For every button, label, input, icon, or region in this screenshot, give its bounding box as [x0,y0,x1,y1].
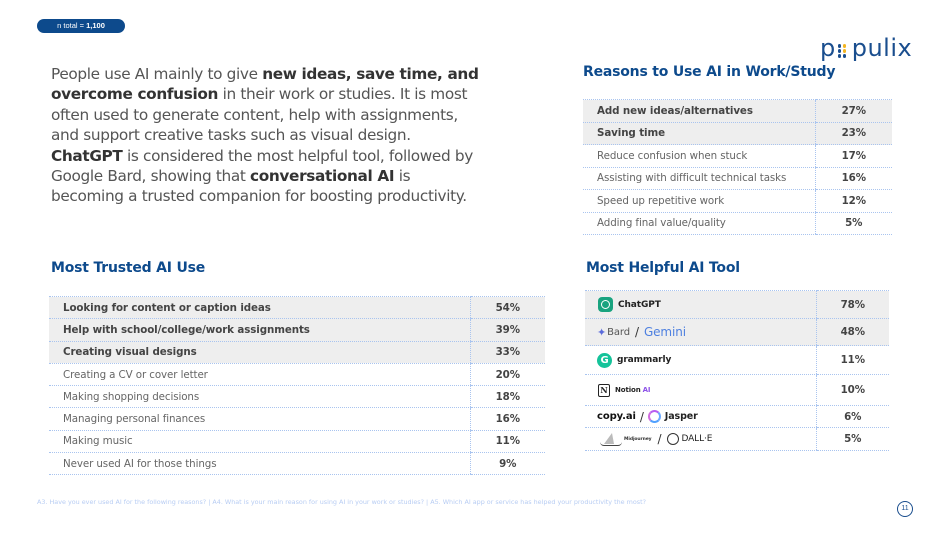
tool-cell [585,346,816,375]
sample-size-prefix: n total = [57,21,87,30]
notion-icon: N [598,384,610,397]
grammarly-icon: G [597,353,612,368]
row-label: Speed up repetitive work [583,190,815,213]
tool-name: Midjourney [624,436,652,442]
tool-name: ChatGPT [618,299,661,310]
summary-text: in their work or studies. It is most often used to generate content, help with assignments, and support creative tasks such as visual design. [51,85,468,145]
row-label: Making music [49,430,470,452]
reasons-title: Reasons to Use AI in Work/Study [583,64,836,80]
table-row [49,341,545,363]
row-value: 23% [815,122,892,145]
row-label: Managing personal finances [49,408,470,430]
row-value: 33% [470,341,545,363]
tools-table [585,290,889,451]
row-value: 10% [816,375,889,406]
summary-emphasis: conversational AI [250,167,395,186]
tool-name: copy.ai [597,411,636,422]
row-value: 78% [816,291,889,319]
row-value: 5% [815,212,892,235]
row-label: Saving time [583,122,815,145]
midjourney-sailboat-icon [600,432,622,446]
row-value: 11% [470,430,545,452]
page-number: 11 [897,501,913,517]
row-value: 16% [470,408,545,430]
row-label: Adding final value/quality [583,212,815,235]
tool-name: Jasper [664,411,698,422]
chatgpt-icon [598,297,613,312]
tool-cell [585,428,816,451]
row-label: Help with school/college/work assignments [49,319,470,341]
row-value: 20% [470,363,545,385]
logo-text-right: pulix [851,34,913,62]
summary-paragraph [51,64,481,207]
summary-text: is considered the most helpful tool, followed by Google Bard, showing that [51,146,473,186]
bard-sparkle-icon: ✦ [597,325,607,339]
row-value: 16% [815,167,892,190]
tool-cell [585,406,816,428]
row-label: Never used AI for those things [49,453,470,475]
table-row [583,212,892,235]
row-label: Reduce confusion when stuck [583,145,815,168]
row-label: Assisting with difficult technical tasks [583,167,815,190]
table-row [585,406,889,428]
row-value: 6% [816,406,889,428]
row-value: 12% [815,190,892,213]
sample-size-badge [37,19,125,33]
separator: / [639,409,644,424]
trusted-title: Most Trusted AI Use [51,260,206,276]
table-row [583,190,892,213]
question-footnote: A3. Have you ever used AI for the following reasons? | A4. What is your main reason for using AI in your work or studies? | A5. Which AI app or service has helped your productivity the most? [37,498,646,506]
table-row [49,453,545,475]
row-value: 18% [470,386,545,408]
table-row [583,100,892,123]
table-row [583,145,892,168]
trusted-table [49,296,545,475]
separator: / [635,325,639,339]
table-row [49,319,545,341]
row-value: 17% [815,145,892,168]
table-row [49,386,545,408]
table-row [49,408,545,430]
table-row [49,363,545,385]
summary-emphasis: new ideas, save time, and overcome confusion [51,65,479,104]
tool-name: AI [642,386,651,394]
logo-text-left: p [820,34,836,62]
row-value: 27% [815,100,892,123]
table-row [583,122,892,145]
reasons-table [583,99,892,235]
row-value: 5% [816,428,889,451]
row-value: 48% [816,319,889,346]
row-label: Creating visual designs [49,341,470,363]
table-row [585,428,889,451]
tool-cell [585,291,816,319]
row-label: Creating a CV or cover letter [49,363,470,385]
tool-cell [585,319,816,346]
row-value: 54% [470,297,545,319]
row-value: 11% [816,346,889,375]
tool-name: Notion [615,386,641,394]
table-row [49,430,545,452]
row-label: Add new ideas/alternatives [583,100,815,123]
summary-text: People use AI mainly to give [51,65,263,83]
openai-icon [667,433,679,445]
table-row [585,346,889,375]
tool-name: DALL·E [681,434,713,444]
separator: / [657,432,662,446]
table-row [585,375,889,406]
tools-title: Most Helpful AI Tool [586,260,740,276]
sample-size-value: 1,100 [86,21,105,30]
row-label: Making shopping decisions [49,386,470,408]
tool-cell [585,375,816,406]
tool-name: grammarly [617,355,672,365]
row-label: Looking for content or caption ideas [49,297,470,319]
populix-logo [820,34,912,62]
row-value: 9% [470,453,545,475]
jasper-icon [648,410,661,423]
row-value: 39% [470,319,545,341]
table-row [49,297,545,319]
tool-name: Bard [607,326,630,338]
tool-name: Gemini [643,325,686,339]
summary-emphasis: ChatGPT [51,146,123,165]
logo-dots-icon [837,43,851,57]
table-row [583,167,892,190]
table-row [585,319,889,346]
summary-text: is becoming a trusted companion for boosting productivity. [51,167,467,206]
table-row [585,291,889,319]
